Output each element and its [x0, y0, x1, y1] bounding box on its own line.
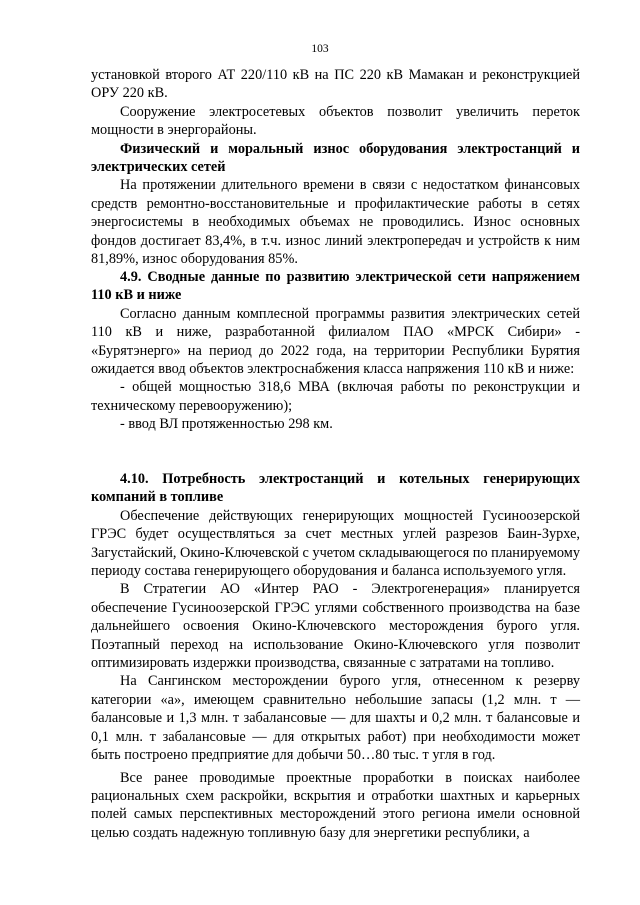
page-number: 103 — [311, 43, 329, 55]
intro-block — [91, 66, 580, 268]
paragraph-section-4-10: В Стратегии АО «Интер РАО - Электрогенерация» планируется обеспечение Гусиноозерской ГРЭС углями собственного производства на базе дальнейшего освоения Окино-Ключевского месторождения бурого угля. Поэтапный переход на использование Окино-Ключевского угля позволит оптимизировать издержки производства, связанные с затратами на топливо. — [91, 581, 580, 672]
paragraph-section-4-10: На Сангинском месторождении бурого угля, отнесенном к резерву категории «а», имеющем сравнительно небольшие запасы (1,2 млн. т — балансовые и 1,3 млн. т забалансовые — для шахты и 0,2 млн. т балансовые и 0,1 млн. т забалансовые — для открытых работ) при необходимости может быть построено предприятие для добычи 50…80 тыс. т угля в год. — [91, 673, 580, 764]
heading-equipment-wear: Физический и моральный износ оборудования электростанций и электрических сетей — [91, 140, 580, 176]
paragraph-equipment-wear: На протяжении длительного времени в связи с недостатком финансовых средств ремонтно-восстановительные и профилактические работы в сетях энергосистемы в необходимых объемах не проводились. Износ основных фондов достигает 83,4%, в т.ч. износ линий электропередач и устройств к ним 81,89%, износ оборудования 85%. — [91, 177, 580, 268]
paragraph-continuation: установкой второго АТ 220/110 кВ на ПС 220 кВ Мамакан и реконструкцией ОРУ 220 кВ. — [91, 67, 580, 102]
list-item: - ввод ВЛ протяженностью 298 км. — [120, 416, 333, 433]
paragraph-section-4-9: Согласно данным комплесной программы развития электрических сетей 110 кВ и ниже, разработанной филиалом ПАО «МРСК Сибири» - «Бурятэнерго» на период до 2022 года, на территории Республики Бурятия ожидается ввод объектов электроснабжения класса напряжения 110 кВ и ниже: — [91, 305, 580, 378]
section-4-9 — [91, 268, 580, 434]
paragraph-section-4-10: Все ранее проводимые проектные проработки в поисках наиболее рациональных схем раскройки, вскрытия и отработки шахтных и карьерных полей самых перспективных месторождений этого региона имели основной целью создать надежную топливную базу для энергетики республики, а — [91, 769, 580, 841]
list-item: - общей мощностью 318,6 МВА (включая работы по реконструкции и техническому перевооружению); — [91, 379, 580, 414]
heading-section-4-9: 4.9. Сводные данные по развитию электрической сети напряжением 110 кВ и ниже — [91, 269, 580, 304]
paragraph-transfer: Сооружение электросетевых объектов позволит увеличить переток мощности в энергорайоны. — [91, 103, 580, 139]
paragraph-section-4-10: Обеспечение действующих генерирующих мощностей Гусиноозерской ГРЭС будет осуществляться за счет местных углей разрезов Баин-Зурхе, Загустайский, Окино-Ключевской с учетом складывающегося по планируемому периоду состава генерирующего оборудования и баланса используемого угля. — [91, 507, 580, 580]
heading-section-4-10: 4.10. Потребность электростанций и котельных генерирующих компаний в топливе — [91, 471, 580, 506]
section-4-10 — [91, 470, 580, 842]
